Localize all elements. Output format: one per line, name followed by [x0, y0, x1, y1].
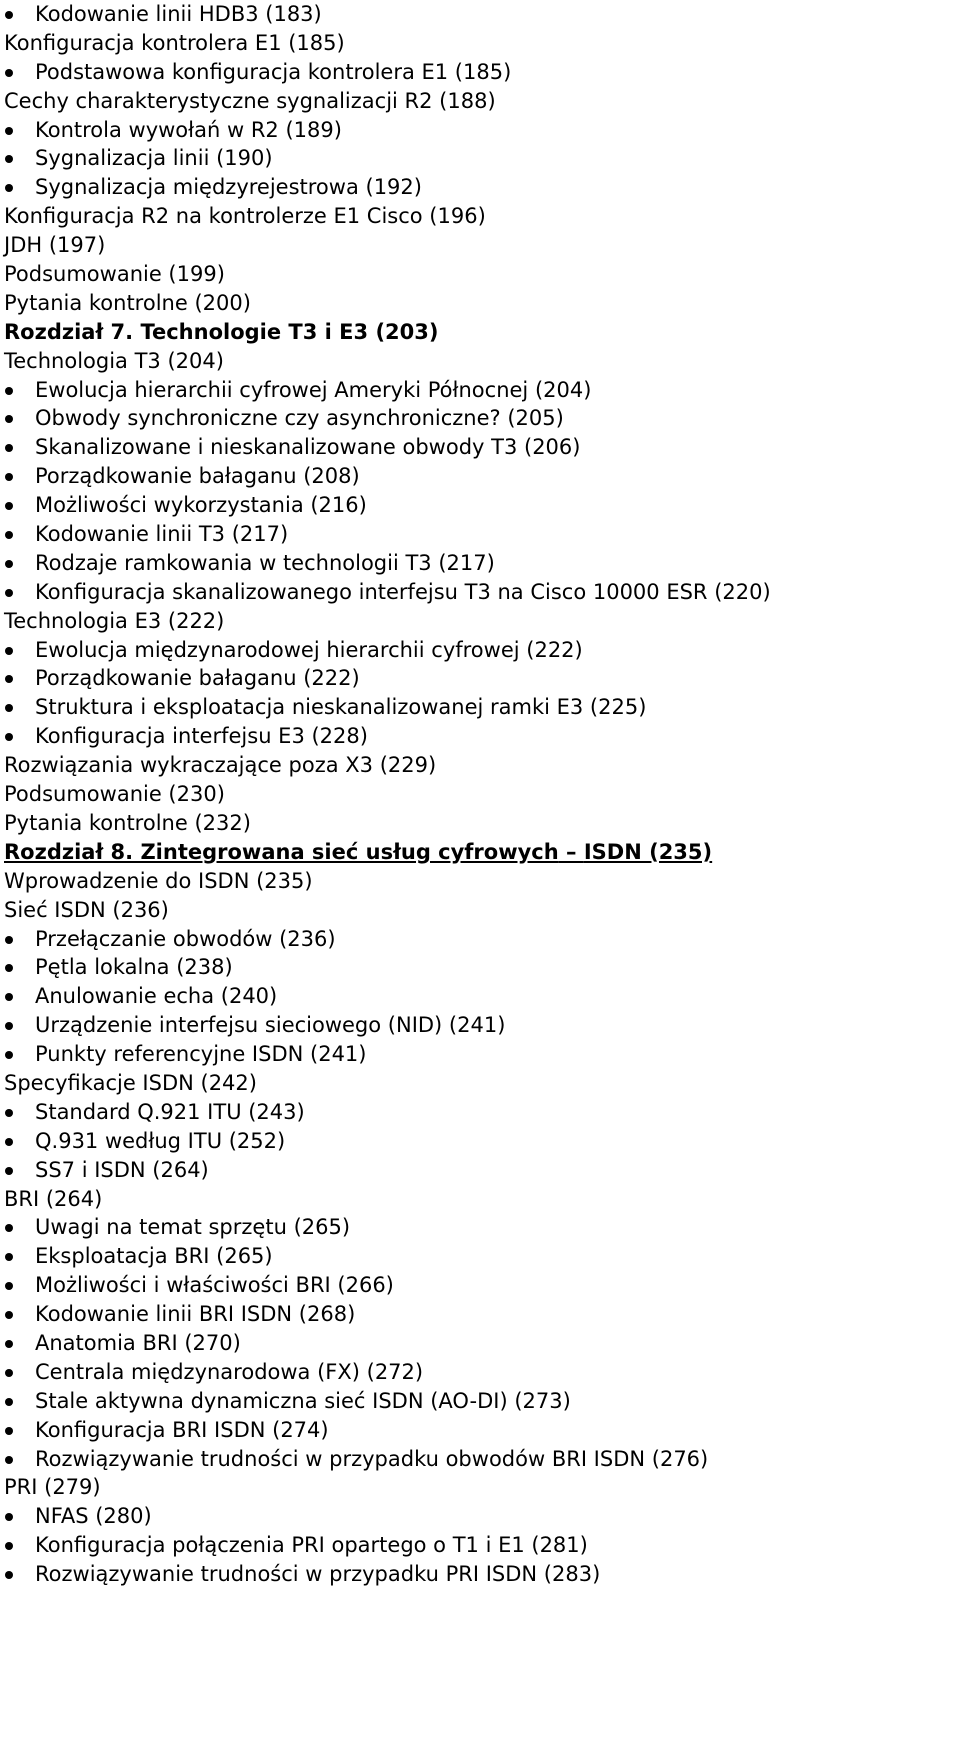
toc-subsection-item	[4, 578, 960, 607]
toc-subsection-item	[4, 722, 960, 751]
toc-subsection-item	[4, 1300, 960, 1329]
bullet-icon	[4, 578, 35, 607]
toc-section-heading	[4, 1473, 960, 1502]
bullet-icon	[4, 1040, 35, 1069]
toc-entry-text: Konfiguracja połączenia PRI opartego o T1 i E1 (281)	[35, 1533, 588, 1558]
bullet-icon	[4, 1358, 35, 1387]
bullet-icon	[4, 664, 35, 693]
toc-subsection-item	[4, 520, 960, 549]
bullet-icon	[4, 1531, 35, 1560]
toc-entry-text: Skanalizowane i nieskanalizowane obwody T3 (206)	[35, 435, 581, 460]
toc-entry-text: Uwagi na temat sprzętu (265)	[35, 1215, 351, 1240]
bullet-icon	[4, 636, 35, 665]
bullet-icon	[4, 144, 35, 173]
toc-entry-text: Konfiguracja kontrolera E1 (185)	[4, 30, 345, 55]
toc-subsection-item	[4, 1213, 960, 1242]
bullet-icon	[4, 1242, 35, 1271]
toc-chapter-heading	[4, 318, 960, 347]
toc-entry-text: Podsumowanie (230)	[4, 782, 225, 807]
toc-entry-text: Rozwiązania wykraczające poza X3 (229)	[4, 753, 437, 778]
toc-entry-text: Możliwości i właściwości BRI (266)	[35, 1273, 394, 1298]
toc-subsection-item	[4, 1242, 960, 1271]
toc-subsection-item	[4, 173, 960, 202]
toc-entry-text: Stale aktywna dynamiczna sieć ISDN (AO-DI) (273)	[35, 1388, 571, 1413]
toc-entry-text: JDH (197)	[4, 233, 106, 258]
toc-subsection-item	[4, 0, 960, 29]
toc-entry-text: Sygnalizacja linii (190)	[35, 146, 273, 171]
bullet-icon	[4, 549, 35, 578]
toc-entry-text: Q.931 według ITU (252)	[35, 1128, 286, 1153]
toc-subsection-item	[4, 1387, 960, 1416]
toc-subsection-item	[4, 1098, 960, 1127]
toc-entry-text: Kodowanie linii HDB3 (183)	[35, 2, 322, 26]
toc-subsection-item	[4, 549, 960, 578]
toc-entry-text: Specyfikacje ISDN (242)	[4, 1070, 257, 1095]
toc-section-heading	[4, 867, 960, 896]
toc-section-heading	[4, 260, 960, 289]
toc-entry-text: Punkty referencyjne ISDN (241)	[35, 1042, 367, 1067]
toc-entry-text: Przełączanie obwodów (236)	[35, 926, 336, 951]
toc-subsection-item	[4, 1445, 960, 1474]
toc-subsection-item	[4, 376, 960, 405]
toc-subsection-item	[4, 1271, 960, 1300]
toc-entry-text: Podsumowanie (199)	[4, 262, 225, 287]
toc-entry-text: Rozdział 7. Technologie T3 i E3 (203)	[4, 319, 439, 344]
toc-subsection-item	[4, 1011, 960, 1040]
toc-subsection-item	[4, 1040, 960, 1069]
bullet-icon	[4, 173, 35, 202]
toc-entry-text: Rozwiązywanie trudności w przypadku obwodów BRI ISDN (276)	[35, 1446, 709, 1471]
toc-section-heading	[4, 780, 960, 809]
toc-entry-text: Urządzenie interfejsu sieciowego (NID) (241)	[35, 1013, 506, 1038]
toc-entry-text: Kodowanie linii T3 (217)	[35, 522, 289, 547]
bullet-icon	[4, 1560, 35, 1589]
toc-entry-text: Struktura i eksploatacja nieskanalizowanej ramki E3 (225)	[35, 695, 647, 720]
toc-section-heading	[4, 29, 960, 58]
bullet-icon	[4, 1416, 35, 1445]
bullet-icon	[4, 1387, 35, 1416]
toc-entry-text: Wprowadzenie do ISDN (235)	[4, 868, 313, 893]
bullet-icon	[4, 1213, 35, 1242]
toc-section-heading	[4, 607, 960, 636]
bullet-icon	[4, 0, 35, 29]
bullet-icon	[4, 1300, 35, 1329]
toc-entry-text: NFAS (280)	[35, 1504, 152, 1529]
toc-entry-text: Pytania kontrolne (232)	[4, 810, 251, 835]
bullet-icon	[4, 693, 35, 722]
toc-subsection-item	[4, 1531, 960, 1560]
toc-entry-text: Technologia T3 (204)	[4, 348, 224, 373]
toc-entry-text: Konfiguracja BRI ISDN (274)	[35, 1417, 329, 1442]
toc-entry-text: Konfiguracja interfejsu E3 (228)	[35, 724, 368, 749]
bullet-icon	[4, 1502, 35, 1531]
toc-entry-tail: ISDN (235)	[583, 839, 713, 864]
toc-subsection-item	[4, 1416, 960, 1445]
toc-subsection-item	[4, 462, 960, 491]
bullet-icon	[4, 722, 35, 751]
toc-entry-text: Sieć ISDN (236)	[4, 897, 169, 922]
toc-entry-text: Ewolucja hierarchii cyfrowej Ameryki Północnej (204)	[35, 377, 592, 402]
toc-subsection-item	[4, 953, 960, 982]
toc-subsection-item	[4, 1358, 960, 1387]
toc-entry-text: Podstawowa konfiguracja kontrolera E1 (185)	[35, 59, 512, 84]
toc-subsection-item	[4, 491, 960, 520]
bullet-icon	[4, 58, 35, 87]
toc-entry-text: Kodowanie linii BRI ISDN (268)	[35, 1302, 356, 1327]
toc-entry-text: Porządkowanie bałaganu (208)	[35, 464, 360, 489]
bullet-icon	[4, 1127, 35, 1156]
toc-section-heading	[4, 87, 960, 116]
toc-entry-text: Standard Q.921 ITU (243)	[35, 1099, 305, 1124]
toc-entry-text: Sygnalizacja międzyrejestrowa (192)	[35, 175, 422, 200]
toc-entry-text: SS7 i ISDN (264)	[35, 1157, 209, 1182]
toc-entry-text: Możliwości wykorzystania (216)	[35, 493, 367, 518]
toc-subsection-item	[4, 433, 960, 462]
bullet-icon	[4, 1329, 35, 1358]
toc-subsection-item	[4, 404, 960, 433]
toc-section-heading	[4, 809, 960, 838]
toc-section-heading	[4, 347, 960, 376]
toc-subsection-item	[4, 58, 960, 87]
toc-entry-text: Obwody synchroniczne czy asynchroniczne? (205)	[35, 406, 564, 431]
toc-entry-text: PRI (279)	[4, 1475, 101, 1500]
toc-entry-text: Rozwiązywanie trudności w przypadku PRI ISDN (283)	[35, 1562, 601, 1587]
toc-entry-text: Porządkowanie bałaganu (222)	[35, 666, 360, 691]
bullet-icon	[4, 1156, 35, 1185]
bullet-icon	[4, 462, 35, 491]
toc-section-heading	[4, 1185, 960, 1214]
toc-entry-text: Pętla lokalna (238)	[35, 955, 233, 980]
toc-entry-text: Rodzaje ramkowania w technologii T3 (217)	[35, 550, 495, 575]
toc-subsection-item	[4, 116, 960, 145]
toc-entry-text: BRI (264)	[4, 1186, 103, 1211]
toc-section-heading	[4, 896, 960, 925]
toc-subsection-item	[4, 144, 960, 173]
toc-entry-text: Centrala międzynarodowa (FX) (272)	[35, 1359, 424, 1384]
bullet-icon	[4, 376, 35, 405]
toc-section-heading	[4, 231, 960, 260]
toc-subsection-item	[4, 664, 960, 693]
toc-entry-text: Anulowanie echa (240)	[35, 984, 278, 1009]
toc-entry-text: Anatomia BRI (270)	[35, 1330, 241, 1355]
bullet-icon	[4, 491, 35, 520]
toc-subsection-item	[4, 636, 960, 665]
toc-subsection-item	[4, 925, 960, 954]
toc-subsection-item	[4, 1156, 960, 1185]
toc-entry-text: Cechy charakterystyczne sygnalizacji R2 (188)	[4, 88, 496, 113]
toc-subsection-item	[4, 1127, 960, 1156]
toc-entry-text: Ewolucja międzynarodowej hierarchii cyfrowej (222)	[35, 637, 583, 662]
toc-section-heading	[4, 289, 960, 318]
bullet-icon	[4, 1271, 35, 1300]
bullet-icon	[4, 404, 35, 433]
toc-entry-text: Kontrola wywołań w R2 (189)	[35, 117, 342, 142]
bullet-icon	[4, 1011, 35, 1040]
toc-entry-text: Konfiguracja R2 na kontrolerze E1 Cisco (196)	[4, 204, 486, 229]
bullet-icon	[4, 433, 35, 462]
toc-entry-text: Pytania kontrolne (200)	[4, 290, 251, 315]
toc-entry-dash: –	[558, 839, 584, 864]
bullet-icon	[4, 982, 35, 1011]
toc-subsection-item	[4, 1502, 960, 1531]
toc-subsection-item	[4, 1329, 960, 1358]
toc-subsection-item	[4, 693, 960, 722]
bullet-icon	[4, 520, 35, 549]
toc-section-heading	[4, 1069, 960, 1098]
toc-entry-text: Technologia E3 (222)	[4, 608, 225, 633]
toc-entry-text: Rozdział 8. Zintegrowana sieć usług cyfrowych	[4, 839, 559, 864]
toc-chapter-heading	[4, 838, 960, 867]
bullet-icon	[4, 116, 35, 145]
toc-subsection-item	[4, 1560, 960, 1589]
toc-entry-text: Eksploatacja BRI (265)	[35, 1244, 273, 1269]
bullet-icon	[4, 1445, 35, 1474]
toc-subsection-item	[4, 982, 960, 1011]
bullet-icon	[4, 953, 35, 982]
bullet-icon	[4, 1098, 35, 1127]
toc-entry-text: Konfiguracja skanalizowanego interfejsu T3 na Cisco 10000 ESR (220)	[35, 579, 771, 604]
toc-section-heading	[4, 751, 960, 780]
bullet-icon	[4, 925, 35, 954]
toc-section-heading	[4, 202, 960, 231]
